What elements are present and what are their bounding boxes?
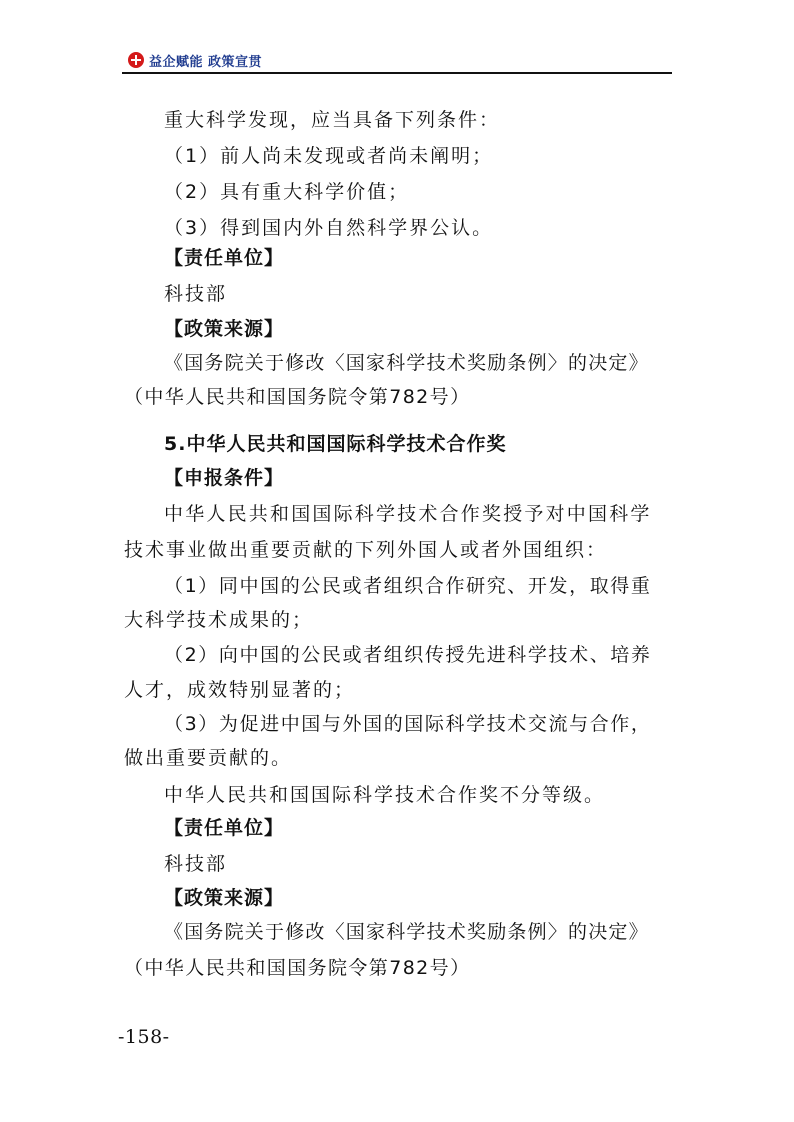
paragraph-line: 大科学技术成果的；: [124, 609, 314, 631]
list-item: （1）同中国的公民或者组织合作研究、开发，取得重: [164, 575, 652, 597]
section-heading: 【政策来源】: [164, 318, 285, 340]
paragraph-line: 科技部: [164, 283, 228, 305]
paragraph-line: （中华人民共和国国务院令第782号）: [124, 386, 471, 408]
paragraph-line: （中华人民共和国国务院令第782号）: [124, 957, 471, 979]
paragraph-line: 科技部: [164, 853, 228, 875]
list-item: （2）向中国的公民或者组织传授先进科学技术、培养: [164, 644, 652, 666]
page-number: -158-: [118, 1026, 170, 1048]
header-logo-text: 益企赋能 政策宣贯: [149, 55, 263, 70]
section-heading: 【责任单位】: [164, 247, 285, 269]
section-heading: 【责任单位】: [164, 817, 285, 839]
header-rule: [122, 72, 672, 74]
paragraph-line: 中华人民共和国国际科学技术合作奖不分等级。: [164, 784, 606, 806]
paragraph-line: 人才，成效特别显著的；: [124, 679, 356, 701]
paragraph-line: 《国务院关于修改〈国家科学技术奖励条例〉的决定》: [164, 921, 649, 943]
logo-icon: [128, 52, 144, 68]
section-title: 5.中华人民共和国国际科学技术合作奖: [164, 433, 507, 455]
page-header: [122, 48, 672, 74]
section-heading: 【申报条件】: [164, 467, 285, 489]
list-item: （3）得到国内外自然科学界公认。: [164, 217, 494, 239]
paragraph-line: 技术事业做出重要贡献的下列外国人或者外国组织：: [124, 539, 608, 561]
list-item: （1）前人尚未发现或者尚未阐明；: [164, 145, 494, 167]
paragraph-line: 《国务院关于修改〈国家科学技术奖励条例〉的决定》: [164, 352, 649, 374]
paragraph-line: 中华人民共和国国际科学技术合作奖授予对中国科学: [164, 503, 652, 525]
section-heading: 【政策来源】: [164, 887, 285, 909]
paragraph-line: 重大科学发现，应当具备下列条件：: [164, 109, 501, 131]
paragraph-line: 做出重要贡献的。: [124, 747, 293, 769]
list-item: （2）具有重大科学价值；: [164, 181, 410, 203]
list-item: （3）为促进中国与外国的国际科学技术交流与合作，: [164, 713, 652, 735]
